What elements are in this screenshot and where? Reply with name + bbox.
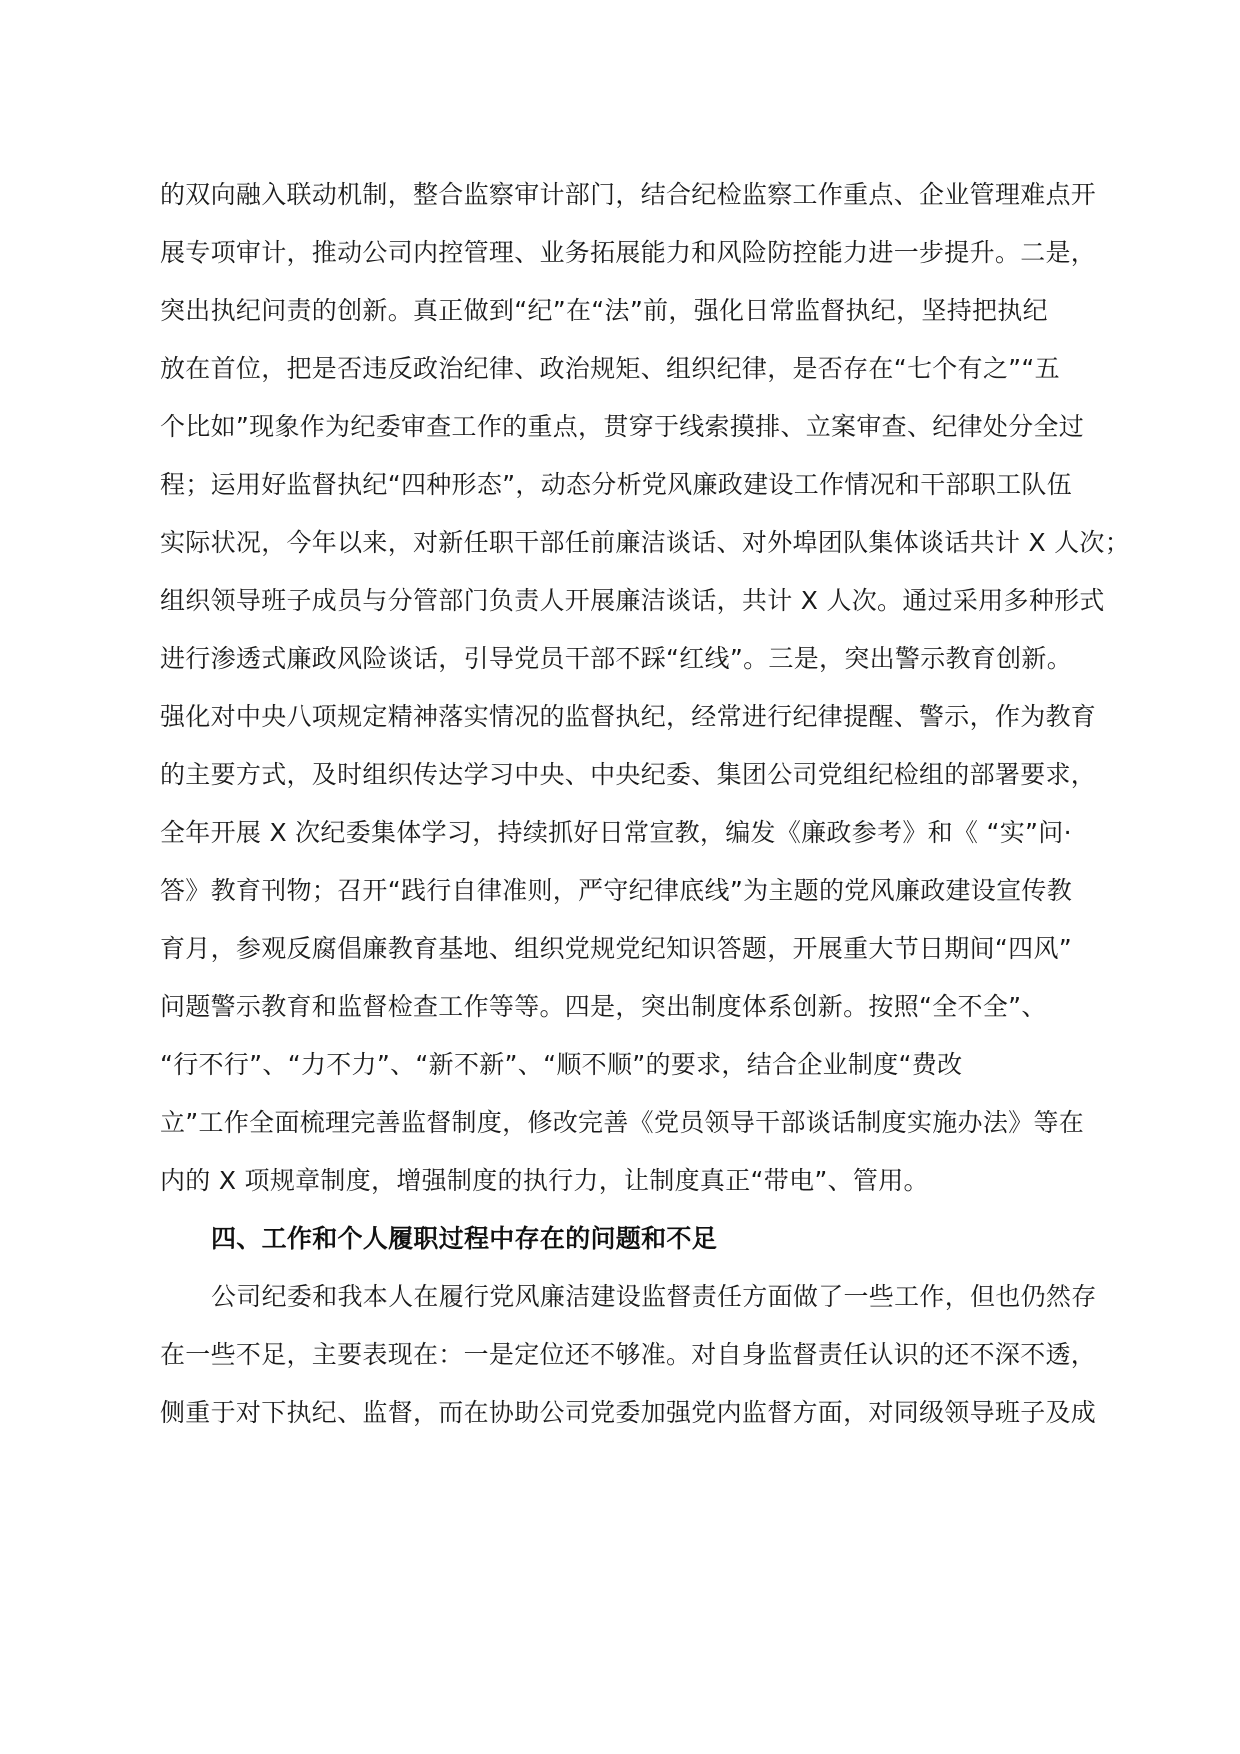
body-text-line: 进行渗透式廉政风险谈话，引导党员干部不踩“红线”。三是，突出警示教育创新。 [160,644,1073,673]
body-text-line: 问题警示教育和监督检查工作等等。四是，突出制度体系创新。按照“全不全”、 [160,992,1047,1021]
body-text-line: 的双向融入联动机制，整合监察审计部门，结合纪检监察工作重点、企业管理难点开 [160,180,1097,209]
body-text-line: 公司纪委和我本人在履行党风廉洁建设监督责任方面做了一些工作，但也仍然存 [211,1282,1097,1311]
body-text-line: 放在首位，把是否违反政治纪律、政治规矩、组织纪律，是否存在“七个有之”“五 [160,354,1060,383]
body-text-line: 实际状况，今年以来，对新任职干部任前廉洁谈话、对外埠团队集体谈话共计 X 人次； [160,528,1131,557]
body-text-line: 展专项审计，推动公司内控管理、业务拓展能力和风险防控能力进一步提升。二是， [160,238,1097,267]
body-text-line: 个比如”现象作为纪委审查工作的重点，贯穿于线索摸排、立案审查、纪律处分全过 [160,412,1085,441]
body-text-line: 内的 X 项规章制度，增强制度的执行力，让制度真正“带电”、管用。 [160,1166,929,1195]
body-text-line: 侧重于对下执纪、监督，而在协助公司党委加强党内监督方面，对同级领导班子及成 [160,1398,1097,1427]
body-text-line: 立”工作全面梳理完善监督制度，修改完善《党员领导干部谈话制度实施办法》等在 [160,1108,1085,1137]
body-text-line: 全年开展 X 次纪委集体学习，持续抓好日常宣教，编发《廉政参考》和《 “实”问· [160,818,1072,847]
body-text-line: 突出执纪问责的创新。真正做到“纪”在“法”前，强化日常监督执纪，坚持把执纪 [160,296,1048,325]
section-heading: 四、工作和个人履职过程中存在的问题和不足 [211,1224,718,1253]
body-text-line: 在一些不足，主要表现在：一是定位还不够准。对自身监督责任认识的还不深不透， [160,1340,1097,1369]
body-text-line: 组织领导班子成员与分管部门负责人开展廉洁谈话，共计 X 人次。通过采用多种形式 [160,586,1105,615]
body-text-line: “行不行”、“力不力”、“新不新”、“顺不顺”的要求，结合企业制度“费改 [160,1050,963,1079]
body-text-line: 答》教育刊物；召开“践行自律准则，严守纪律底线”为主题的党风廉政建设宣传教 [160,876,1073,905]
body-text-line: 的主要方式，及时组织传达学习中央、中央纪委、集团公司党组纪检组的部署要求， [160,760,1097,789]
body-text-line: 强化对中央八项规定精神落实情况的监督执纪，经常进行纪律提醒、警示，作为教育 [160,702,1097,731]
body-text-line: 育月，参观反腐倡廉教育基地、组织党规党纪知识答题，开展重大节日期间“四风” [160,934,1073,963]
body-text-line: 程；运用好监督执纪“四种形态”，动态分析党风廉政建设工作情况和干部职工队伍 [160,470,1073,499]
